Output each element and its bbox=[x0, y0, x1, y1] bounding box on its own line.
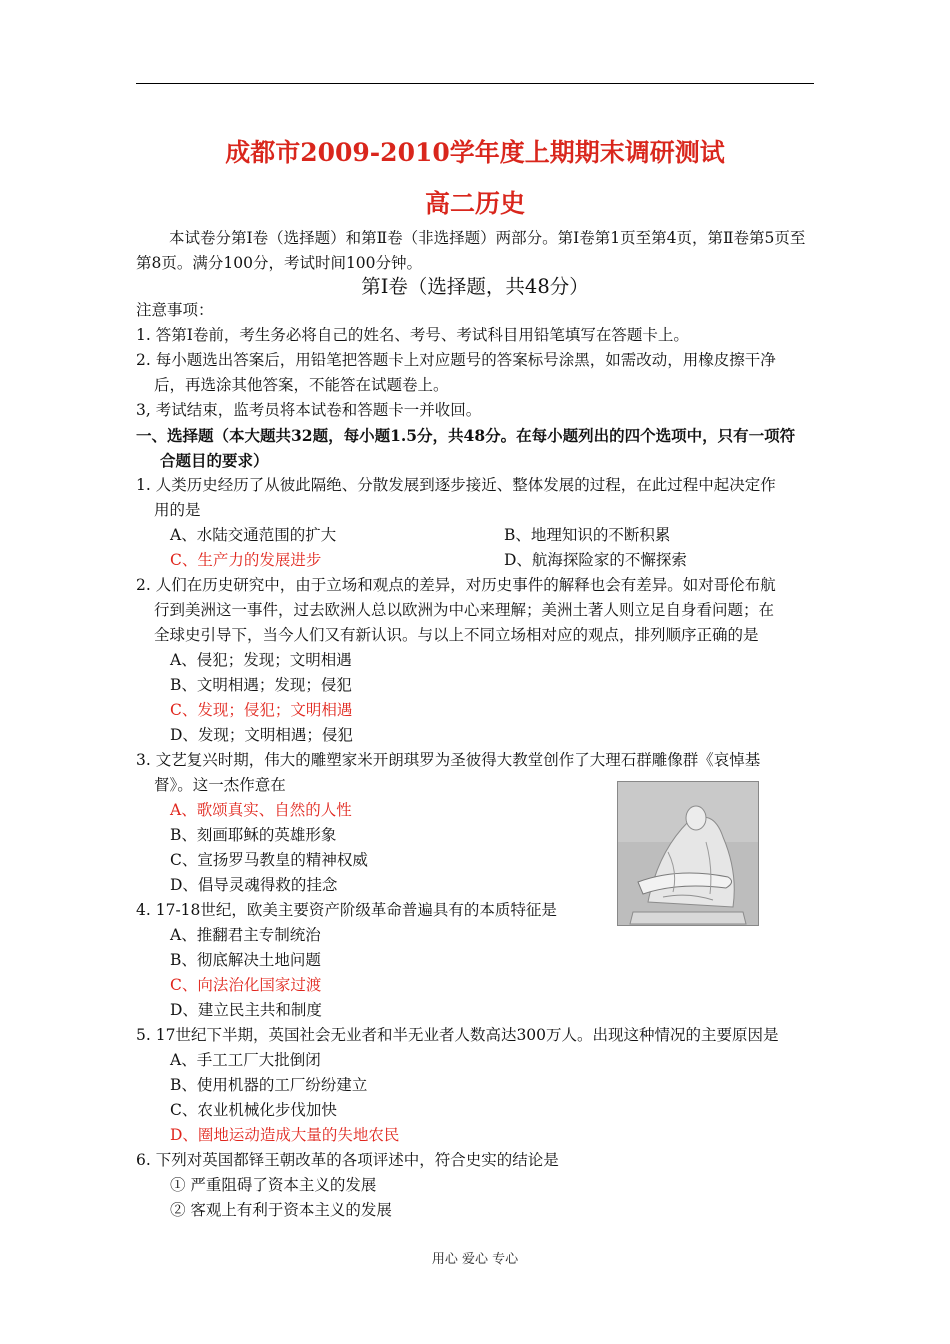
q1-stem-cont: 用的是 bbox=[154, 501, 201, 519]
q2-option-d: D、发现；文明相遇；侵犯 bbox=[170, 726, 353, 744]
q2-stem: 2. 人们在历史研究中，由于立场和观点的差异，对历史事件的解释也会有差异。如对哥伦布航 bbox=[136, 576, 776, 594]
q5-option-d: D、圈地运动造成大量的失地农民 bbox=[170, 1126, 400, 1144]
pieta-sculpture-image bbox=[617, 781, 759, 926]
q4-option-d: D、建立民主共和制度 bbox=[170, 1001, 322, 1019]
q2-stem-cont-1: 行到美洲这一事件，过去欧洲人总以欧洲为中心来理解；美洲土著人则立足自身看问题；在 bbox=[154, 601, 775, 619]
note-2: 2. 每小题选出答案后，用铅笔把答题卡上对应题号的答案标号涂黑，如需改动，用橡皮擦干净 bbox=[136, 351, 776, 369]
page-footer: 用心 爱心 专心 bbox=[431, 1252, 519, 1267]
exam-title: 成都市2009-2010学年度上期期末调研测试 bbox=[225, 138, 725, 167]
q2-option-b: B、文明相遇；发现；侵犯 bbox=[170, 676, 352, 694]
q2-option-c: C、发现；侵犯；文明相遇 bbox=[170, 701, 353, 719]
top-rule bbox=[136, 83, 814, 84]
section-heading: 一、选择题（本大题共32题，每小题1.5分，共48分。在每小题列出的四个选项中，只有一项符 bbox=[136, 426, 796, 445]
note-1: 1. 答第Ⅰ卷前，考生务必将自己的姓名、考号、考试科目用铅笔填写在答题卡上。 bbox=[136, 326, 689, 344]
q4-option-a: A、推翻君主专制统治 bbox=[170, 926, 321, 944]
q2-stem-cont-2: 全球史引导下，当今人们又有新认识。与以上不同立场相对应的观点，排列顺序正确的是 bbox=[154, 626, 759, 644]
note-3: 3, 考试结束，监考员将本试卷和答题卡一并收回。 bbox=[136, 401, 482, 419]
q3-stem: 3. 文艺复兴时期，伟大的雕塑家米开朗琪罗为圣彼得大教堂创作了大理石群雕像群《哀悼基 bbox=[136, 751, 761, 769]
q5-option-a: A、手工工厂大批倒闭 bbox=[170, 1051, 321, 1069]
q4-stem: 4. 17-18世纪，欧美主要资产阶级革命普遍具有的本质特征是 bbox=[136, 901, 557, 919]
exam-intro: 本试卷分第Ⅰ卷（选择题）和第Ⅱ卷（非选择题）两部分。第Ⅰ卷第1页至第4页，第Ⅱ卷第5页至第8页。满分100分，考试时间100分钟。 bbox=[136, 229, 806, 272]
q5-option-c: C、农业机械化步伐加快 bbox=[170, 1101, 337, 1119]
q6-item-1: ① 严重阻碍了资本主义的发展 bbox=[170, 1176, 377, 1194]
q1-option-a: A、水陆交通范围的扩大 bbox=[170, 526, 337, 544]
q5-stem: 5. 17世纪下半期，英国社会无业者和半无业者人数高达300万人。出现这种情况的主要原因是 bbox=[136, 1026, 779, 1044]
q6-stem: 6. 下列对英国都铎王朝改革的各项评述中，符合史实的结论是 bbox=[136, 1151, 559, 1169]
q1-stem: 1. 人类历史经历了从彼此隔绝、分散发展到逐步接近、整体发展的过程，在此过程中起决定作 bbox=[136, 476, 776, 494]
note-2-cont: 后，再选涂其他答案，不能答在试题卷上。 bbox=[154, 376, 449, 394]
section-heading-cont: 合题目的要求） bbox=[160, 451, 269, 470]
q3-option-a: A、歌颂真实、自然的人性 bbox=[170, 801, 352, 819]
q2-option-a: A、侵犯；发现；文明相遇 bbox=[170, 651, 352, 669]
q3-option-c: C、宣扬罗马教皇的精神权威 bbox=[170, 851, 368, 869]
q4-option-b: B、彻底解决土地问题 bbox=[170, 951, 321, 969]
q6-item-2: ② 客观上有利于资本主义的发展 bbox=[170, 1201, 392, 1219]
q1-option-d: D、航海探险家的不懈探索 bbox=[504, 551, 687, 569]
q5-option-b: B、使用机器的工厂纷纷建立 bbox=[170, 1076, 368, 1094]
q1-option-c: C、生产力的发展进步 bbox=[170, 551, 322, 569]
q3-option-d: D、倡导灵魂得救的挂念 bbox=[170, 876, 338, 894]
q4-option-c: C、向法治化国家过渡 bbox=[170, 976, 322, 994]
part1-title: 第Ⅰ卷（选择题，共48分） bbox=[361, 275, 589, 298]
q1-option-b: B、地理知识的不断积累 bbox=[504, 526, 671, 544]
exam-subject: 高二历史 bbox=[424, 189, 525, 218]
q3-option-b: B、刻画耶稣的英雄形象 bbox=[170, 826, 337, 844]
notes-heading: 注意事项： bbox=[136, 301, 214, 319]
q3-stem-cont: 督》。这一杰作意在 bbox=[154, 776, 286, 794]
